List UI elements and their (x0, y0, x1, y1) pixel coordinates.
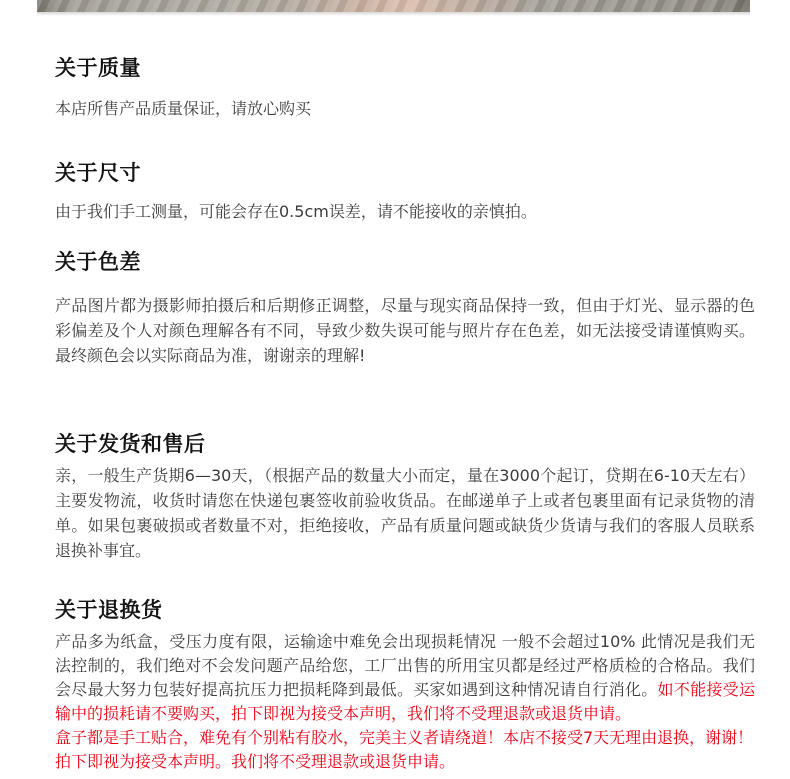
size-body: 由于我们手工测量，可能会存在0.5cm误差，请不能接收的亲慎拍。 (55, 202, 537, 221)
shipping-aftersales-heading: 关于发货和售后 (55, 432, 206, 456)
section-returns (55, 599, 755, 774)
section-color-difference (55, 251, 755, 368)
section-size (55, 162, 755, 224)
returns-heading: 关于退换货 (55, 598, 163, 622)
product-photo-bottom-edge (37, 0, 750, 12)
color-difference-body: 产品图片都为摄影师拍摄后和后期修正调整，尽量与现实商品保持一致，但由于灯光、显示器的色彩偏差及个人对颜色理解各有不同，导致少数失误可能与照片存在色差，如无法接受请谨慎购买。最终颜色会以实际商品为准，谢谢亲的理解! (55, 296, 755, 365)
size-heading: 关于尺寸 (55, 161, 141, 185)
quality-body: 本店所售产品质量保证，请放心购买 (55, 99, 312, 118)
returns-red-warning-line3: 拍下即视为接受本声明。我们将不受理退款或退货申请。 (55, 752, 456, 771)
section-quality (55, 57, 755, 121)
quality-heading: 关于质量 (55, 56, 141, 80)
returns-black-text: 产品多为纸盒，受压力度有限，运输途中难免会出现损耗情况 一般不会超过10% 此情况是我们无法控制的，我们绝对不会发问题产品给您，工厂出售的所用宝贝都是经过严格质检的合格品。我们会尽最大努力包装好提高抗压力把损耗降到最低。买家如遇到这种情况请自行消化。 (55, 632, 755, 699)
color-difference-heading: 关于色差 (55, 250, 141, 274)
shipping-aftersales-body: 亲，一般生产货期6—30天，（根据产品的数量大小而定，量在3000个起订，贷期在6-10天左右）主要发物流，收货时请您在快递包裹签收前验收货品。在邮递单子上或者包裹里面有记录货物的清单。如果包裹破损或者数量不对，拒绝接收，产品有质量问题或缺货少货请与我们的客服人员联系退换补事宜。 (55, 466, 755, 560)
notice-content (0, 57, 790, 774)
returns-body (55, 630, 755, 774)
returns-red-warning-inline: 如不能接受运输中的损耗请不要购买，拍下即视为接受本声明，我们将不受理退款或退货申请。 (55, 680, 755, 723)
section-shipping-aftersales (55, 433, 755, 563)
returns-red-warning-line2: 盒子都是手工贴合，难免有个别粘有胶水，完美主义者请绕道！本店不接受7天无理由退换，谢谢！ (55, 728, 754, 747)
photo-edge-shadow (37, 12, 750, 16)
